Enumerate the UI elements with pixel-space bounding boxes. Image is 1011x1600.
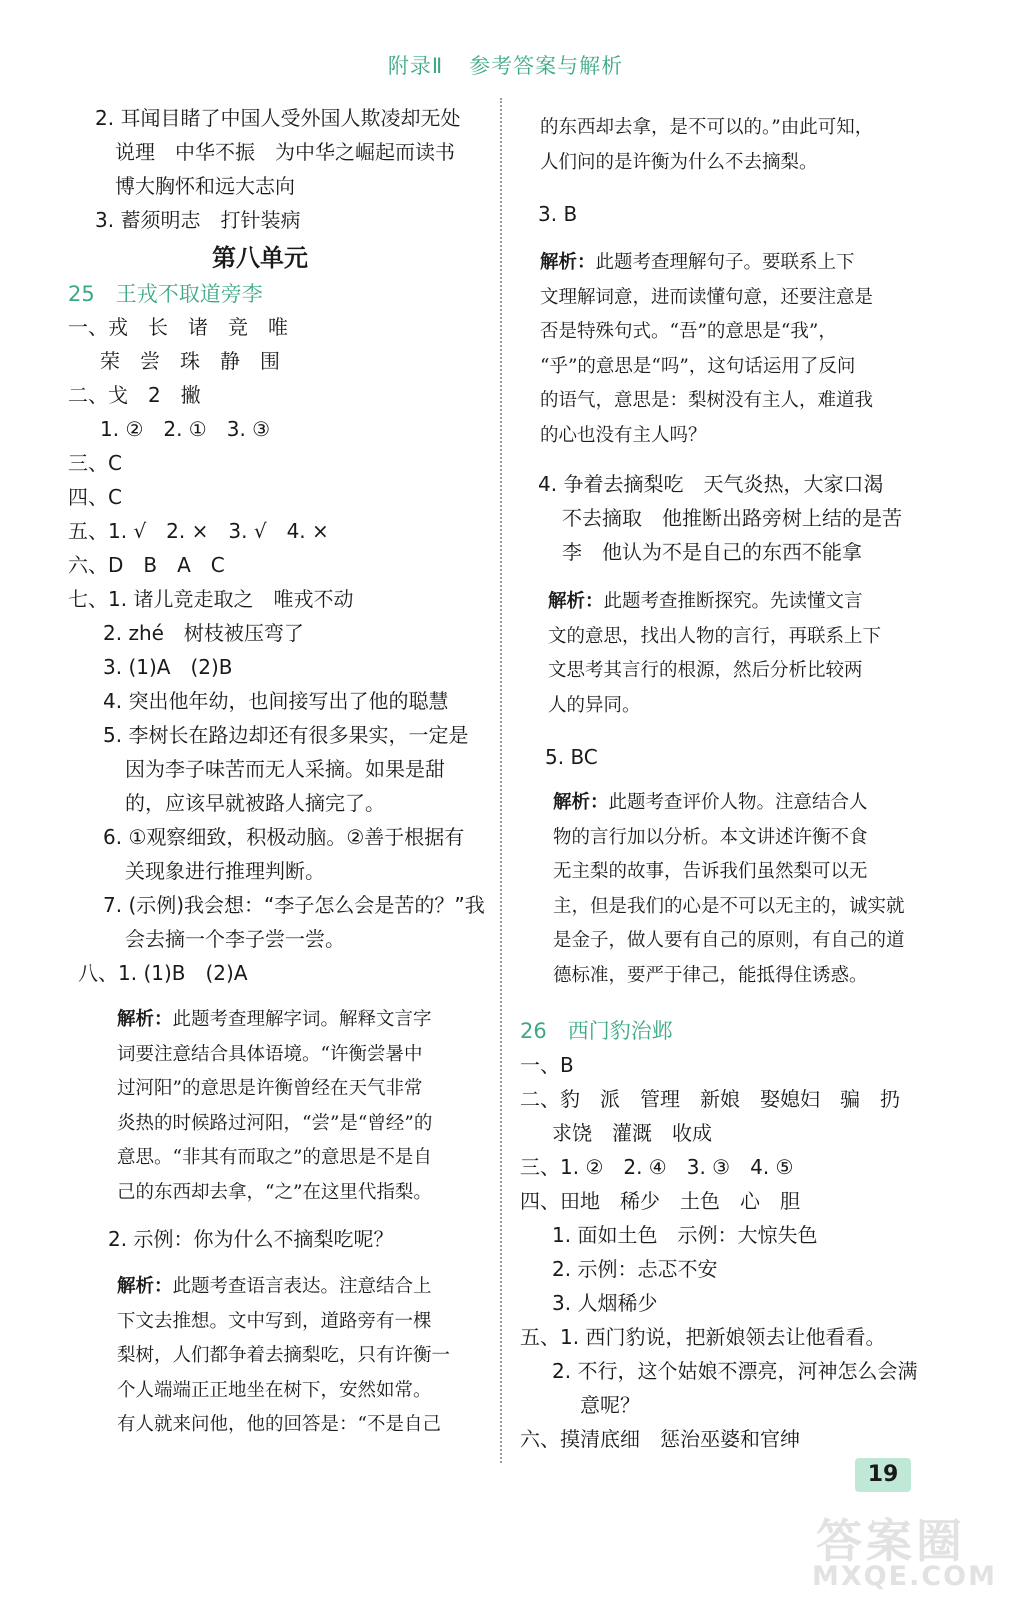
explanation-tag: 解析： (553, 792, 609, 813)
answer-line: 2. zhé 树枝被压弯了 (103, 621, 304, 645)
answer-line: 3. 人烟稀少 (552, 1291, 658, 1315)
answer-line: 求饶 灌溉 收成 (552, 1121, 712, 1145)
answer-line: 六、摸清底细 惩治巫婆和官绅 (520, 1427, 800, 1451)
answer-line: 6. ①观察细致，积极动脑。②善于根据有 (103, 825, 465, 849)
answer-line: 3. 蓄须明志 打针装病 (95, 208, 301, 232)
header-title: 参考答案与解析 (469, 54, 624, 78)
answer-line: 李 他认为不是自己的东西不能拿 (562, 540, 862, 564)
answer-line: 说理 中华不振 为中华之崛起而读书 (115, 140, 455, 164)
header-appendix: 附录Ⅱ (387, 54, 444, 78)
explanation-tag: 解析： (540, 252, 596, 273)
answer-line: 5. 李树长在路边却还有很多果实，一定是 (103, 723, 469, 747)
answer-line: 二、戈 2 撇 (68, 383, 201, 407)
answer-line: 意呢？ (580, 1393, 640, 1417)
answer-line: 五、1. 西门豹说，把新娘领去让他看看。 (520, 1325, 886, 1349)
answer-line: 1. ② 2. ① 3. ③ (100, 417, 271, 441)
answer-line: 不去摘取 他推断出路旁树上结的是苦 (562, 506, 902, 530)
answer-line: 八、1. (1)B (2)A (78, 961, 248, 985)
answer-line: 三、1. ② 2. ④ 3. ③ 4. ⑤ (520, 1155, 794, 1179)
answer-line: 四、C (68, 485, 122, 509)
lesson-title-25: 25 王戎不取道旁李 (68, 282, 263, 306)
answer-line: 1. 面如土色 示例：大惊失色 (552, 1223, 818, 1247)
answer-line: 2. 不行，这个姑娘不漂亮，河神怎么会满 (552, 1359, 918, 1383)
answer-line: 2. 示例：忐忑不安 (552, 1257, 718, 1281)
answer-line: 五、1. √ 2. × 3. √ 4. × (68, 519, 329, 543)
page-number: 19 (855, 1458, 911, 1492)
answer-line: 博大胸怀和远大志向 (115, 174, 295, 198)
answer-line: 4. 争着去摘梨吃 天气炎热，大家口渴 (538, 472, 884, 496)
lesson-title-26: 26 西门豹治邺 (520, 1019, 673, 1043)
explanation-block: 解析：此题考查理解字词。解释文言字 词要注意结合具体语境。“许衡尝暑中 过河阳”的意思是许衡曾经在天气非常 炎热的时候路过河阳，“尝”是“曾经”的 意思。“非其有而取之”的意思是不是自 己的东西却去拿，“之”在这里代指梨。 (117, 1009, 433, 1203)
explanation-tag: 解析： (117, 1276, 173, 1297)
column-divider (500, 98, 502, 1463)
explanation-block: 解析：此题考查评价人物。注意结合人 物的言行加以分析。本文讲述许衡不食 无主梨的故事，告诉我们虽然梨可以无 主，但是我们的心是不可以无主的，诚实就 是金子，做人要有自己的原则，有自己的道 德标准，要严于律己，能抵得住诱惑。 (553, 792, 905, 986)
answer-line: 荣 尝 珠 静 围 (100, 349, 280, 373)
answer-line: 5. BC (545, 745, 598, 769)
watermark-logo: 答案圈 MXQE.COM (812, 1514, 997, 1592)
explanation-tag: 解析： (117, 1009, 173, 1030)
answer-line: 关现象进行推理判断。 (125, 859, 325, 883)
explanation-tag: 解析： (548, 591, 604, 612)
page-header (0, 50, 1011, 80)
explanation-block: 解析：此题考查理解句子。要联系上下 文理解词意，进而读懂句意，还要注意是 否是特殊句式。“吾”的意思是“我”， “乎”的意思是“吗”，这句话运用了反问 的语气，意思是：梨树没有主人，难道我 的心也没有主人吗？ (540, 252, 874, 446)
answer-line: 七、1. 诸儿竞走取之 唯戎不动 (68, 587, 354, 611)
answer-line: 一、戎 长 诸 竞 唯 (68, 315, 288, 339)
answer-line: 2. 耳闻目睹了中国人受外国人欺凌却无处 (95, 106, 461, 130)
answer-line: 的，应该早就被路人摘完了。 (125, 791, 385, 815)
answer-line: 3. (1)A (2)B (103, 655, 233, 679)
answer-line: 一、B (520, 1053, 574, 1077)
answer-line: 7. (示例)我会想：“李子怎么会是苦的？”我 (103, 893, 485, 917)
answer-line: 六、D B A C (68, 553, 225, 577)
explanation-block: 解析：此题考查推断探究。先读懂文言 文的意思，找出人物的言行，再联系上下 文思考其言行的根源，然后分析比较两 人的异同。 (548, 591, 882, 716)
answer-line: 2. 示例：你为什么不摘梨吃呢？ (108, 1227, 394, 1251)
unit-title: 第八单元 (212, 244, 308, 272)
answer-line: 四、田地 稀少 土色 心 胆 (520, 1189, 800, 1213)
answer-line: 会去摘一个李子尝一尝。 (125, 927, 345, 951)
answer-line: 二、豹 派 管理 新娘 娶媳妇 骗 扔 (520, 1087, 900, 1111)
answer-line: 3. B (538, 202, 578, 226)
answer-line: 三、C (68, 451, 122, 475)
answer-line: 4. 突出他年幼，也间接写出了他的聪慧 (103, 689, 449, 713)
explanation-block: 解析：此题考查语言表达。注意结合上 下文去推想。文中写到，道路旁有一棵 梨树，人们都争着去摘梨吃，只有许衡一 个人端端正正地坐在树下，安然如常。 有人就来问他，他的回答是：“不是自己 (117, 1276, 451, 1435)
explanation-continued: 的东西却去拿，是不可以的。”由此可知， 人们问的是许衡为什么不去摘梨。 (540, 117, 874, 173)
answer-line: 因为李子味苦而无人采摘。如果是甜 (125, 757, 445, 781)
